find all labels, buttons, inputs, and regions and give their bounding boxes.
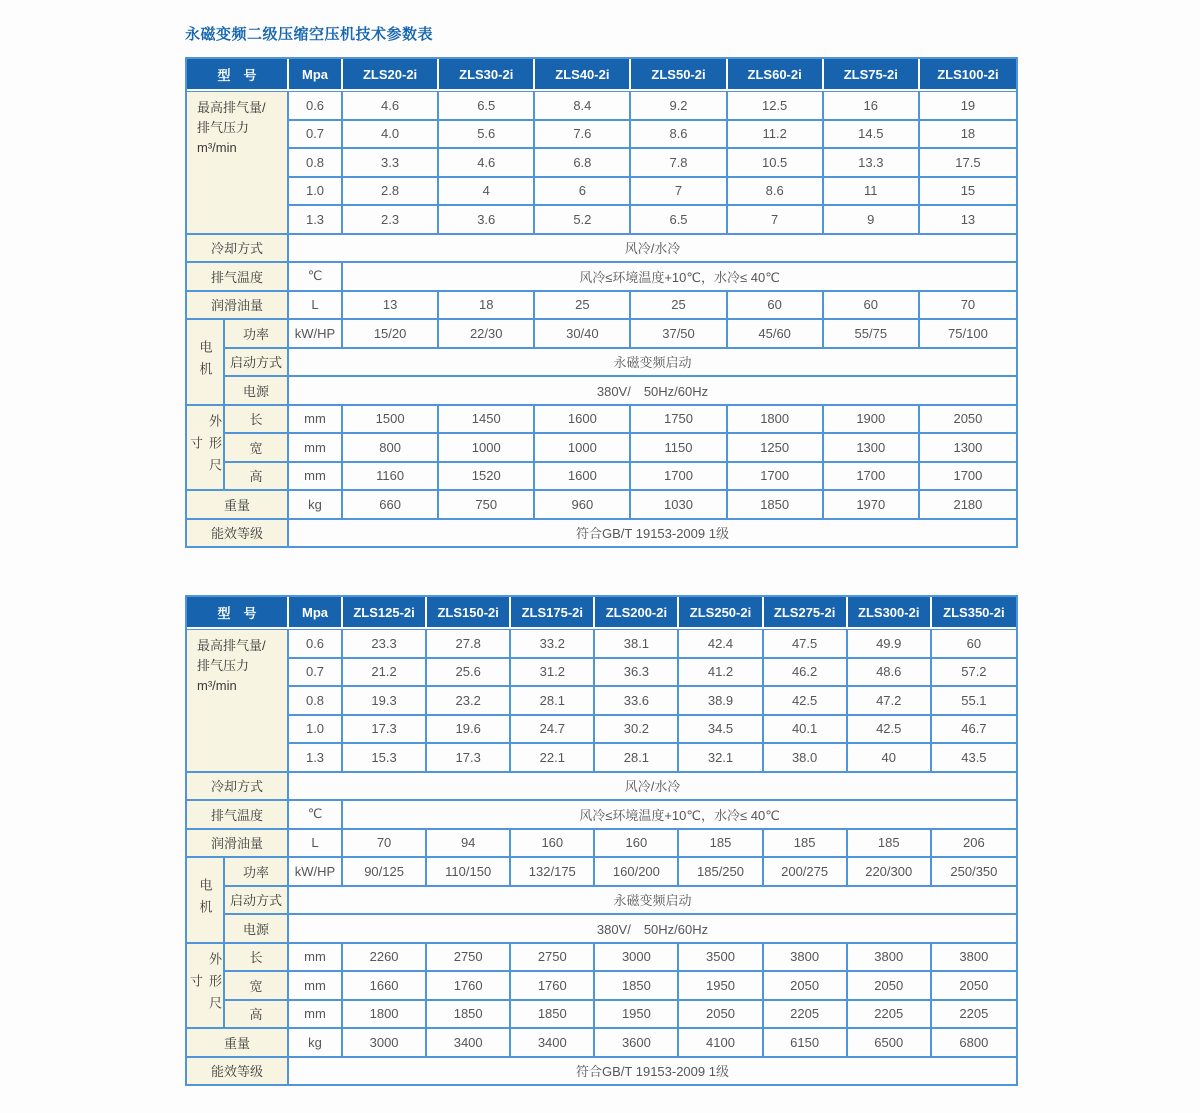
mpa-value-cell: 0.7 (289, 121, 343, 150)
cooling-row (187, 235, 1016, 264)
supply-value-cell: 380V/ 50Hz/60Hz (289, 915, 1016, 944)
energy-value-cell: 符合GB/T 19153-2009 1级 (289, 1058, 1016, 1085)
temp-row (187, 263, 1016, 292)
flow-value-cell: 32.1 (679, 744, 763, 773)
flow-value-cell: 7.6 (535, 121, 631, 150)
dim-label-cell: 长 (225, 944, 289, 973)
dim-value-cell: 2260 (343, 944, 427, 973)
unit-cell: kW/HP (289, 320, 343, 349)
flow-value-cell: 24.7 (511, 716, 595, 745)
dim-value-cell: 2750 (511, 944, 595, 973)
weight-label-cell: 重量 (187, 1029, 289, 1058)
dim-value-cell: 3800 (764, 944, 848, 973)
power-value-cell: 200/275 (764, 858, 848, 887)
unit-cell: kg (289, 491, 343, 520)
dim-row (187, 1001, 1016, 1030)
oil-value-cell: 185 (764, 830, 848, 859)
dim-label-cell: 宽 (225, 972, 289, 1001)
dim-row (187, 972, 1016, 1001)
mpa-value-cell: 1.3 (289, 206, 343, 235)
dim-value-cell: 2750 (427, 944, 511, 973)
dim-label-cell: 高 (225, 1001, 289, 1030)
flow-value-cell: 11 (824, 178, 920, 207)
motor-group-label-cell: 电机 (187, 858, 225, 944)
flow-value-cell: 11.2 (728, 121, 824, 150)
weight-value-cell: 2180 (920, 491, 1016, 520)
dim-value-cell: 1750 (631, 406, 727, 435)
cooling-value-cell: 风冷/水冷 (289, 235, 1016, 264)
oil-row (187, 830, 1016, 859)
flow-value-cell: 23.3 (343, 629, 427, 659)
start-label-cell: 启动方式 (225, 349, 289, 378)
flow-value-cell: 17.3 (427, 744, 511, 773)
oil-value-cell: 160 (511, 830, 595, 859)
flow-value-cell: 6.8 (535, 149, 631, 178)
model-name-cell: ZLS275-2i (764, 597, 848, 629)
dim-value-cell: 2205 (932, 1001, 1016, 1030)
weight-value-cell: 660 (343, 491, 439, 520)
flow-value-cell: 46.2 (764, 659, 848, 688)
weight-row (187, 1029, 1016, 1058)
oil-value-cell: 25 (535, 292, 631, 321)
flow-value-cell: 9.2 (631, 91, 727, 121)
dim-value-cell: 1150 (631, 434, 727, 463)
flow-value-cell: 6 (535, 178, 631, 207)
flow-value-cell: 31.2 (511, 659, 595, 688)
model-header-cell: 型 号 (187, 59, 289, 91)
cooling-value-cell: 风冷/水冷 (289, 773, 1016, 802)
flow-value-cell: 5.6 (439, 121, 535, 150)
temp-row (187, 801, 1016, 830)
weight-value-cell: 3000 (343, 1029, 427, 1058)
power-label-cell: 功率 (225, 320, 289, 349)
oil-value-cell: 25 (631, 292, 727, 321)
flow-row (187, 206, 1016, 235)
unit-cell: kg (289, 1029, 343, 1058)
dim-value-cell: 2050 (764, 972, 848, 1001)
start-row (187, 349, 1016, 378)
dim-value-cell: 1900 (824, 406, 920, 435)
flow-row (187, 121, 1016, 150)
weight-value-cell: 960 (535, 491, 631, 520)
dim-value-cell: 1500 (343, 406, 439, 435)
unit-cell: mm (289, 944, 343, 973)
model-name-cell: ZLS20-2i (343, 59, 439, 91)
temp-value-cell: 风冷≤环境温度+10℃，水冷≤ 40℃ (343, 263, 1016, 292)
dim-value-cell: 3000 (595, 944, 679, 973)
flow-value-cell: 9 (824, 206, 920, 235)
flow-value-cell: 40.1 (764, 716, 848, 745)
flow-value-cell: 4.6 (343, 91, 439, 121)
power-row (187, 320, 1016, 349)
oil-value-cell: 60 (728, 292, 824, 321)
unit-cell: kW/HP (289, 858, 343, 887)
oil-label-cell: 润滑油量 (187, 830, 289, 859)
mpa-value-cell: 0.8 (289, 149, 343, 178)
start-row (187, 887, 1016, 916)
dim-value-cell: 1850 (595, 972, 679, 1001)
flow-value-cell: 7 (631, 178, 727, 207)
page-title: 永磁变频二级压缩空压机技术参数表 (185, 26, 434, 43)
power-value-cell: 185/250 (679, 858, 763, 887)
cooling-row (187, 773, 1016, 802)
weight-label-cell: 重量 (187, 491, 289, 520)
dim-value-cell: 1450 (439, 406, 535, 435)
dim-value-cell: 1300 (920, 434, 1016, 463)
flow-value-cell: 8.4 (535, 91, 631, 121)
flow-value-cell: 12.5 (728, 91, 824, 121)
power-value-cell: 45/60 (728, 320, 824, 349)
dim-value-cell: 1600 (535, 406, 631, 435)
flow-row (187, 149, 1016, 178)
flow-value-cell: 6.5 (439, 91, 535, 121)
flow-value-cell: 17.3 (343, 716, 427, 745)
oil-value-cell: 94 (427, 830, 511, 859)
cooling-label-cell: 冷却方式 (187, 235, 289, 264)
weight-value-cell: 6800 (932, 1029, 1016, 1058)
flow-value-cell: 23.2 (427, 687, 511, 716)
start-value-cell: 永磁变频启动 (289, 349, 1016, 378)
oil-value-cell: 13 (343, 292, 439, 321)
dims-group-label-cell: 外形尺寸 (187, 944, 225, 1030)
model-name-cell: ZLS40-2i (535, 59, 631, 91)
flow-row (187, 629, 1016, 659)
flow-row (187, 659, 1016, 688)
unit-cell: ℃ (289, 801, 343, 830)
oil-value-cell: 185 (848, 830, 932, 859)
flow-row (187, 716, 1016, 745)
dim-value-cell: 1520 (439, 463, 535, 492)
dim-row (187, 463, 1016, 492)
flow-value-cell: 10.5 (728, 149, 824, 178)
model-name-cell: ZLS350-2i (932, 597, 1016, 629)
energy-value-cell: 符合GB/T 19153-2009 1级 (289, 520, 1016, 547)
flow-value-cell: 4 (439, 178, 535, 207)
oil-value-cell: 70 (343, 830, 427, 859)
temp-value-cell: 风冷≤环境温度+10℃，水冷≤ 40℃ (343, 801, 1016, 830)
flow-value-cell: 21.2 (343, 659, 427, 688)
temp-label-cell: 排气温度 (187, 263, 289, 292)
model-header-cell: 型 号 (187, 597, 289, 629)
dim-row (187, 944, 1016, 973)
flow-value-cell: 28.1 (511, 687, 595, 716)
model-name-cell: ZLS100-2i (920, 59, 1016, 91)
flow-value-cell: 15 (920, 178, 1016, 207)
flow-row (187, 178, 1016, 207)
spec-table (185, 57, 1018, 548)
dim-value-cell: 1000 (535, 434, 631, 463)
weight-value-cell: 6500 (848, 1029, 932, 1058)
oil-label-cell: 润滑油量 (187, 292, 289, 321)
dim-value-cell: 1800 (343, 1001, 427, 1030)
oil-value-cell: 206 (932, 830, 1016, 859)
flow-value-cell: 8.6 (631, 121, 727, 150)
flow-value-cell: 38.9 (679, 687, 763, 716)
flow-value-cell: 42.5 (764, 687, 848, 716)
dim-value-cell: 1000 (439, 434, 535, 463)
power-value-cell: 30/40 (535, 320, 631, 349)
header-row (187, 597, 1016, 629)
flow-value-cell: 42.5 (848, 716, 932, 745)
flow-value-cell: 13 (920, 206, 1016, 235)
model-name-cell: ZLS200-2i (595, 597, 679, 629)
flow-value-cell: 47.5 (764, 629, 848, 659)
model-name-cell: ZLS125-2i (343, 597, 427, 629)
model-name-cell: ZLS50-2i (631, 59, 727, 91)
mpa-value-cell: 0.8 (289, 687, 343, 716)
page (185, 0, 1020, 1086)
header-row (187, 59, 1016, 91)
mpa-header-cell: Mpa (289, 59, 343, 91)
model-name-cell: ZLS300-2i (848, 597, 932, 629)
flow-value-cell: 40 (848, 744, 932, 773)
power-value-cell: 75/100 (920, 320, 1016, 349)
dim-value-cell: 1700 (728, 463, 824, 492)
dim-row (187, 434, 1016, 463)
power-value-cell: 110/150 (427, 858, 511, 887)
dim-value-cell: 1760 (511, 972, 595, 1001)
dim-value-cell: 800 (343, 434, 439, 463)
flow-value-cell: 19 (920, 91, 1016, 121)
supply-value-cell: 380V/ 50Hz/60Hz (289, 377, 1016, 406)
flow-value-cell: 28.1 (595, 744, 679, 773)
flow-value-cell: 18 (920, 121, 1016, 150)
start-label-cell: 启动方式 (225, 887, 289, 916)
flow-label-cell: 最高排气量/ 排气压力 m³/min (187, 629, 289, 773)
flow-value-cell: 2.8 (343, 178, 439, 207)
power-value-cell: 37/50 (631, 320, 727, 349)
mpa-value-cell: 0.6 (289, 629, 343, 659)
dim-value-cell: 1600 (535, 463, 631, 492)
power-value-cell: 55/75 (824, 320, 920, 349)
flow-value-cell: 3.3 (343, 149, 439, 178)
flow-row (187, 687, 1016, 716)
flow-value-cell: 43.5 (932, 744, 1016, 773)
flow-value-cell: 17.5 (920, 149, 1016, 178)
dim-value-cell: 1300 (824, 434, 920, 463)
dim-label-cell: 长 (225, 406, 289, 435)
model-name-cell: ZLS60-2i (728, 59, 824, 91)
spec-table-1 (185, 57, 1020, 548)
power-value-cell: 160/200 (595, 858, 679, 887)
supply-row (187, 915, 1016, 944)
flow-value-cell: 5.2 (535, 206, 631, 235)
flow-value-cell: 38.0 (764, 744, 848, 773)
dim-value-cell: 2205 (848, 1001, 932, 1030)
flow-value-cell: 7.8 (631, 149, 727, 178)
flow-value-cell: 60 (932, 629, 1016, 659)
oil-value-cell: 70 (920, 292, 1016, 321)
model-name-cell: ZLS75-2i (824, 59, 920, 91)
flow-value-cell: 41.2 (679, 659, 763, 688)
dim-value-cell: 1850 (511, 1001, 595, 1030)
supply-label-cell: 电源 (225, 377, 289, 406)
mpa-value-cell: 0.6 (289, 91, 343, 121)
flow-value-cell: 55.1 (932, 687, 1016, 716)
motor-group-label-cell: 电机 (187, 320, 225, 406)
dim-value-cell: 3800 (932, 944, 1016, 973)
spec-table (185, 595, 1018, 1086)
power-row (187, 858, 1016, 887)
flow-value-cell: 19.6 (427, 716, 511, 745)
temp-label-cell: 排气温度 (187, 801, 289, 830)
unit-cell: mm (289, 463, 343, 492)
energy-label-cell: 能效等级 (187, 520, 289, 547)
weight-value-cell: 4100 (679, 1029, 763, 1058)
flow-value-cell: 36.3 (595, 659, 679, 688)
energy-row (187, 1058, 1016, 1085)
dim-value-cell: 2050 (920, 406, 1016, 435)
oil-value-cell: 18 (439, 292, 535, 321)
mpa-value-cell: 1.3 (289, 744, 343, 773)
dim-value-cell: 1700 (824, 463, 920, 492)
model-name-cell: ZLS30-2i (439, 59, 535, 91)
oil-value-cell: 60 (824, 292, 920, 321)
oil-row (187, 292, 1016, 321)
weight-value-cell: 3400 (511, 1029, 595, 1058)
dim-value-cell: 1160 (343, 463, 439, 492)
dim-value-cell: 3500 (679, 944, 763, 973)
dim-value-cell: 1950 (679, 972, 763, 1001)
supply-row (187, 377, 1016, 406)
weight-value-cell: 3400 (427, 1029, 511, 1058)
mpa-header-cell: Mpa (289, 597, 343, 629)
spec-table-2 (185, 595, 1020, 1086)
dim-value-cell: 1660 (343, 972, 427, 1001)
dims-group-label-cell: 外形尺寸 (187, 406, 225, 492)
flow-value-cell: 34.5 (679, 716, 763, 745)
power-value-cell: 250/350 (932, 858, 1016, 887)
flow-value-cell: 49.9 (848, 629, 932, 659)
flow-value-cell: 8.6 (728, 178, 824, 207)
power-value-cell: 15/20 (343, 320, 439, 349)
unit-cell: ℃ (289, 263, 343, 292)
dim-value-cell: 2205 (764, 1001, 848, 1030)
mpa-value-cell: 1.0 (289, 178, 343, 207)
weight-value-cell: 1970 (824, 491, 920, 520)
flow-value-cell: 14.5 (824, 121, 920, 150)
unit-cell: mm (289, 1001, 343, 1030)
power-value-cell: 220/300 (848, 858, 932, 887)
table-gap (185, 548, 1020, 595)
dim-row (187, 406, 1016, 435)
start-value-cell: 永磁变频启动 (289, 887, 1016, 916)
power-value-cell: 90/125 (343, 858, 427, 887)
dim-value-cell: 1760 (427, 972, 511, 1001)
flow-value-cell: 33.6 (595, 687, 679, 716)
dim-value-cell: 2050 (679, 1001, 763, 1030)
flow-value-cell: 22.1 (511, 744, 595, 773)
unit-cell: mm (289, 406, 343, 435)
oil-value-cell: 185 (679, 830, 763, 859)
flow-value-cell: 42.4 (679, 629, 763, 659)
unit-cell: L (289, 830, 343, 859)
dim-label-cell: 宽 (225, 434, 289, 463)
energy-row (187, 520, 1016, 547)
flow-value-cell: 2.3 (343, 206, 439, 235)
dim-value-cell: 1250 (728, 434, 824, 463)
dim-value-cell: 1700 (631, 463, 727, 492)
flow-value-cell: 3.6 (439, 206, 535, 235)
flow-value-cell: 47.2 (848, 687, 932, 716)
model-name-cell: ZLS175-2i (511, 597, 595, 629)
cooling-label-cell: 冷却方式 (187, 773, 289, 802)
flow-value-cell: 57.2 (932, 659, 1016, 688)
flow-value-cell: 6.5 (631, 206, 727, 235)
model-name-cell: ZLS150-2i (427, 597, 511, 629)
flow-value-cell: 15.3 (343, 744, 427, 773)
dim-value-cell: 3800 (848, 944, 932, 973)
dim-label-cell: 高 (225, 463, 289, 492)
flow-value-cell: 46.7 (932, 716, 1016, 745)
oil-value-cell: 160 (595, 830, 679, 859)
flow-value-cell: 16 (824, 91, 920, 121)
flow-value-cell: 7 (728, 206, 824, 235)
flow-value-cell: 4.0 (343, 121, 439, 150)
weight-value-cell: 1030 (631, 491, 727, 520)
flow-row (187, 744, 1016, 773)
mpa-value-cell: 0.7 (289, 659, 343, 688)
unit-cell: mm (289, 434, 343, 463)
flow-row (187, 91, 1016, 121)
flow-value-cell: 38.1 (595, 629, 679, 659)
unit-cell: L (289, 292, 343, 321)
mpa-value-cell: 1.0 (289, 716, 343, 745)
weight-value-cell: 750 (439, 491, 535, 520)
weight-value-cell: 1850 (728, 491, 824, 520)
flow-label-cell: 最高排气量/ 排气压力 m³/min (187, 91, 289, 235)
dim-value-cell: 1950 (595, 1001, 679, 1030)
flow-value-cell: 33.2 (511, 629, 595, 659)
dim-value-cell: 1800 (728, 406, 824, 435)
flow-value-cell: 4.6 (439, 149, 535, 178)
weight-value-cell: 6150 (764, 1029, 848, 1058)
energy-label-cell: 能效等级 (187, 1058, 289, 1085)
flow-value-cell: 25.6 (427, 659, 511, 688)
flow-value-cell: 48.6 (848, 659, 932, 688)
flow-value-cell: 13.3 (824, 149, 920, 178)
dim-value-cell: 2050 (848, 972, 932, 1001)
supply-label-cell: 电源 (225, 915, 289, 944)
power-label-cell: 功率 (225, 858, 289, 887)
power-value-cell: 132/175 (511, 858, 595, 887)
flow-value-cell: 30.2 (595, 716, 679, 745)
power-value-cell: 22/30 (439, 320, 535, 349)
weight-row (187, 491, 1016, 520)
model-name-cell: ZLS250-2i (679, 597, 763, 629)
flow-value-cell: 19.3 (343, 687, 427, 716)
unit-cell: mm (289, 972, 343, 1001)
dim-value-cell: 1850 (427, 1001, 511, 1030)
flow-value-cell: 27.8 (427, 629, 511, 659)
dim-value-cell: 2050 (932, 972, 1016, 1001)
dim-value-cell: 1700 (920, 463, 1016, 492)
weight-value-cell: 3600 (595, 1029, 679, 1058)
